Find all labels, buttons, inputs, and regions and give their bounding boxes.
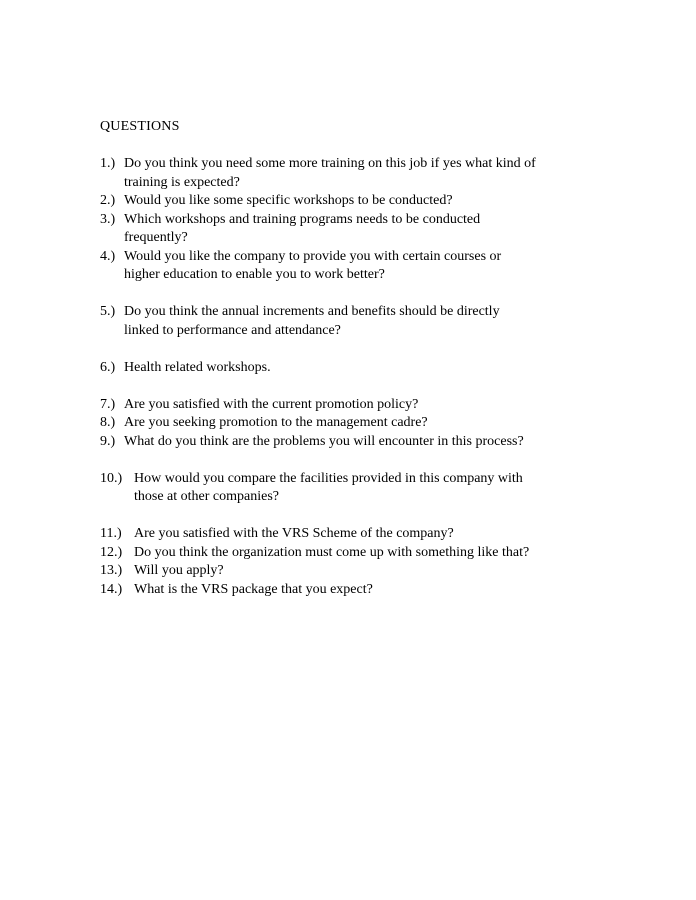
question-number: 4.) <box>100 248 116 264</box>
question-text <box>124 359 628 378</box>
question-text <box>124 433 628 452</box>
question-text <box>134 525 628 544</box>
question-item <box>100 155 628 192</box>
question-line: Do you think the organization must come up with something like that? <box>134 544 530 560</box>
question-text <box>134 544 628 563</box>
question-number: 13.) <box>100 563 123 578</box>
question-item <box>100 303 628 340</box>
question-text <box>134 562 628 581</box>
question-item <box>100 581 628 600</box>
question-number: 3.) <box>100 211 116 227</box>
question-line: Do you think the annual increments and benefits should be directly <box>124 304 500 319</box>
question-text <box>124 396 628 415</box>
question-group <box>100 525 628 599</box>
question-number: 2.) <box>100 193 116 208</box>
question-line: What do you think are the problems you will encounter in this process? <box>124 433 524 449</box>
question-text <box>134 581 628 600</box>
question-text <box>124 414 628 433</box>
page-title: QUESTIONS <box>100 119 180 134</box>
question-line: What is the VRS package that you expect? <box>134 581 373 597</box>
question-number: 7.) <box>100 396 116 412</box>
question-line: those at other companies? <box>134 489 280 504</box>
question-item <box>100 525 628 544</box>
question-number: 5.) <box>100 304 116 319</box>
question-group <box>100 470 628 507</box>
question-line: Are you satisfied with the current promotion policy? <box>124 396 419 412</box>
question-group <box>100 155 628 285</box>
question-line: Which workshops and training programs needs to be conducted <box>124 211 481 227</box>
question-group <box>100 303 628 340</box>
question-line: Are you satisfied with the VRS Scheme of the company? <box>134 526 454 541</box>
question-number: 6.) <box>100 359 116 375</box>
question-line: How would you compare the facilities provided in this company with <box>134 470 523 486</box>
question-line: linked to performance and attendance? <box>124 322 341 338</box>
question-text <box>124 211 628 248</box>
question-line: Are you seeking promotion to the management cadre? <box>124 415 428 430</box>
question-item <box>100 562 628 581</box>
question-number: 8.) <box>100 415 116 430</box>
question-number: 1.) <box>100 156 116 171</box>
question-group <box>100 359 628 378</box>
question-item <box>100 414 628 433</box>
document-content <box>100 118 628 599</box>
question-line: Will you apply? <box>134 563 224 578</box>
question-group <box>100 396 628 452</box>
question-line: frequently? <box>124 230 188 245</box>
question-line: Would you like the company to provide you with certain courses or <box>124 248 502 264</box>
questions-list <box>100 155 628 599</box>
question-item <box>100 544 628 563</box>
question-text <box>124 248 628 285</box>
question-item <box>100 248 628 285</box>
question-item <box>100 192 628 211</box>
question-text <box>124 155 628 192</box>
question-item <box>100 433 628 452</box>
question-text <box>124 192 628 211</box>
question-line: Health related workshops. <box>124 359 271 375</box>
question-number: 9.) <box>100 433 116 449</box>
question-item <box>100 211 628 248</box>
question-item <box>100 470 628 507</box>
question-text <box>124 303 628 340</box>
question-number: 12.) <box>100 544 123 560</box>
question-item <box>100 359 628 378</box>
question-number: 10.) <box>100 470 123 486</box>
question-line: training is expected? <box>124 174 240 190</box>
question-text <box>134 470 628 507</box>
question-number: 11.) <box>100 526 122 541</box>
question-line: higher education to enable you to work better? <box>124 267 385 282</box>
question-line: Would you like some specific workshops to be conducted? <box>124 193 453 208</box>
question-line: Do you think you need some more training on this job if yes what kind of <box>124 156 536 171</box>
question-number: 14.) <box>100 581 123 597</box>
question-item <box>100 396 628 415</box>
